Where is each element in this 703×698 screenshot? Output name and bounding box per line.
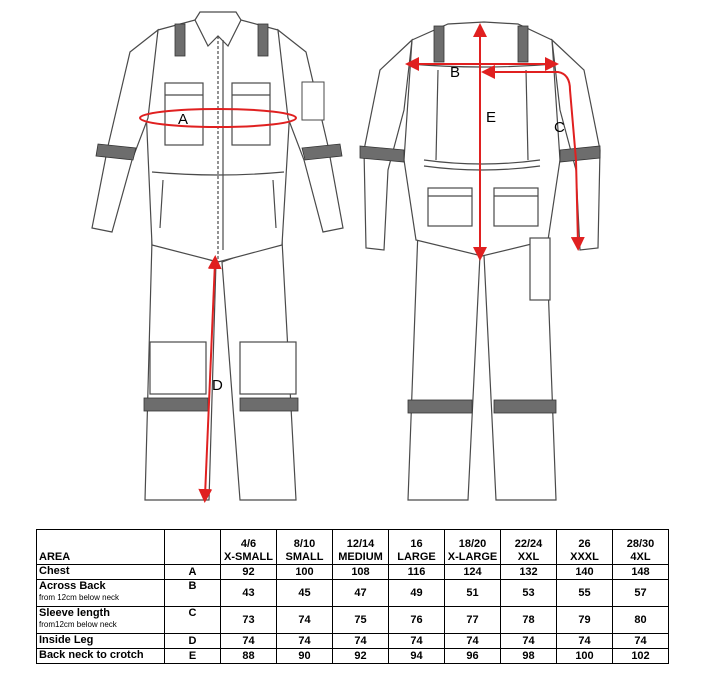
table-row [37, 649, 669, 664]
table-row [37, 634, 669, 649]
row-name: Sleeve length [39, 607, 110, 619]
table-cell: 45 [277, 580, 333, 607]
row-code: D [165, 634, 221, 649]
table-cell: 88 [221, 649, 277, 664]
row-code: C [165, 607, 221, 634]
table-cell: 49 [389, 580, 445, 607]
table-cell: 51 [445, 580, 501, 607]
area-header: AREA [37, 530, 165, 565]
table-cell: 116 [389, 565, 445, 580]
table-row [37, 607, 669, 634]
row-code: E [165, 649, 221, 664]
row-name: Across Back [39, 580, 106, 592]
table-cell: 96 [445, 649, 501, 664]
table-cell: 53 [501, 580, 557, 607]
row-label [37, 649, 165, 664]
table-cell: 132 [501, 565, 557, 580]
size-header: 4/6 X-SMALL [221, 530, 277, 565]
label-a: A [178, 111, 189, 128]
size-header: 26 XXXL [557, 530, 613, 565]
label-e: E [486, 109, 497, 126]
table-cell: 76 [389, 607, 445, 634]
table-cell: 77 [445, 607, 501, 634]
row-subnote: from 12cm below neck [39, 593, 120, 602]
table-cell: 57 [613, 580, 669, 607]
row-name: Inside Leg [39, 634, 94, 646]
table-cell: 47 [333, 580, 389, 607]
table-cell: 74 [389, 634, 445, 649]
table-cell: 74 [277, 634, 333, 649]
table-cell: 94 [389, 649, 445, 664]
table-cell: 74 [501, 634, 557, 649]
table-cell: 90 [277, 649, 333, 664]
table-cell: 79 [557, 607, 613, 634]
label-b: B [450, 64, 461, 81]
row-name: Back neck to crotch [39, 649, 144, 661]
table-cell: 92 [333, 649, 389, 664]
size-header: 22/24 XXL [501, 530, 557, 565]
table-cell: 80 [613, 607, 669, 634]
size-header: 8/10 SMALL [277, 530, 333, 565]
table-cell: 102 [613, 649, 669, 664]
table-cell: 43 [221, 580, 277, 607]
table-cell: 148 [613, 565, 669, 580]
table-row [37, 580, 669, 607]
row-subnote: from12cm below neck [39, 620, 117, 629]
table-cell: 55 [557, 580, 613, 607]
table-cell: 108 [333, 565, 389, 580]
table-cell: 100 [277, 565, 333, 580]
row-name: Chest [39, 565, 70, 577]
table-cell: 92 [221, 565, 277, 580]
label-c: C [554, 119, 565, 136]
table-cell: 75 [333, 607, 389, 634]
size-header: 28/30 4XL [613, 530, 669, 565]
code-header [165, 530, 221, 565]
row-code: A [165, 565, 221, 580]
table-cell: 74 [277, 607, 333, 634]
table-cell: 74 [221, 634, 277, 649]
row-label [37, 634, 165, 649]
front-view-coverall [92, 12, 343, 500]
row-label [37, 580, 165, 607]
table-cell: 74 [333, 634, 389, 649]
table-cell: 78 [501, 607, 557, 634]
header-row [37, 530, 669, 565]
table-cell: 74 [613, 634, 669, 649]
size-header: 12/14 MEDIUM [333, 530, 389, 565]
table-cell: 74 [557, 634, 613, 649]
table-cell: 73 [221, 607, 277, 634]
table-cell: 98 [501, 649, 557, 664]
table-cell: 74 [445, 634, 501, 649]
size-header: 18/20 X-LARGE [445, 530, 501, 565]
row-code: B [165, 580, 221, 607]
table-cell: 100 [557, 649, 613, 664]
row-label [37, 565, 165, 580]
back-view-coverall [364, 22, 600, 500]
label-d: D [212, 377, 223, 394]
size-chart-table [36, 529, 669, 664]
size-header: 16 LARGE [389, 530, 445, 565]
table-row [37, 565, 669, 580]
row-label [37, 607, 165, 634]
table-cell: 140 [557, 565, 613, 580]
table-cell: 124 [445, 565, 501, 580]
